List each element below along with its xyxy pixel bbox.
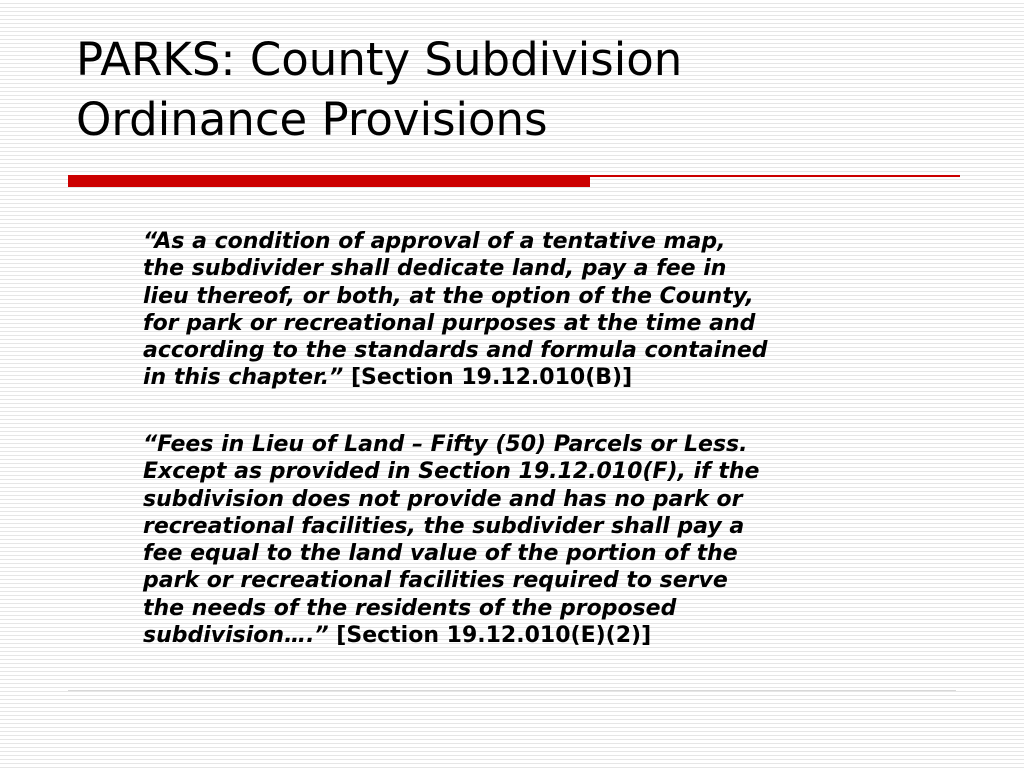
quote-1-citation: [Section 19.12.010(B)] bbox=[350, 365, 633, 391]
quote-1-line-1: “As a condition of approval of a tentative map, bbox=[143, 229, 726, 254]
title-line-2: Ordinance Provisions bbox=[76, 93, 548, 146]
footer-divider bbox=[68, 690, 956, 691]
quote-2-line-8 bbox=[143, 622, 963, 649]
ordinance-quote-1 bbox=[143, 228, 963, 392]
quote-1-text-end: in this chapter.” bbox=[143, 365, 344, 391]
title-line-1: PARKS: County Subdivision bbox=[76, 33, 683, 86]
ordinance-quote-2 bbox=[143, 431, 963, 649]
quote-2-line-6: park or recreational facilities required to serve bbox=[143, 568, 728, 594]
quote-2-line-7: the needs of the residents of the proposed bbox=[143, 595, 677, 621]
slide-title bbox=[76, 30, 976, 150]
quote-1-line-5: according to the standards and formula contained bbox=[143, 338, 768, 364]
title-accent-line bbox=[590, 175, 960, 177]
quote-2-line-5: fee equal to the land value of the portion of the bbox=[143, 541, 738, 567]
quote-2-line-3: subdivision does not provide and has no park or bbox=[143, 486, 743, 512]
quote-1-line-6 bbox=[143, 364, 963, 391]
quote-1-line-2: the subdivider shall dedicate land, pay a fee in bbox=[143, 256, 727, 282]
quote-2-line-4: recreational facilities, the subdivider shall pay a bbox=[143, 513, 745, 539]
quote-2-text-end: subdivision….” bbox=[143, 623, 329, 649]
quote-2-citation: [Section 19.12.010(E)(2)] bbox=[336, 623, 652, 649]
quote-2-line-2: Except as provided in Section 19.12.010(F), if the bbox=[143, 459, 760, 485]
title-accent-bar bbox=[68, 175, 590, 187]
quote-1-line-3: lieu thereof, or both, at the option of the County, bbox=[143, 283, 754, 309]
quote-2-line-1: “Fees in Lieu of Land – Fifty (50) Parcels or Less. bbox=[143, 432, 748, 457]
quote-1-line-4: for park or recreational purposes at the time and bbox=[143, 310, 756, 336]
